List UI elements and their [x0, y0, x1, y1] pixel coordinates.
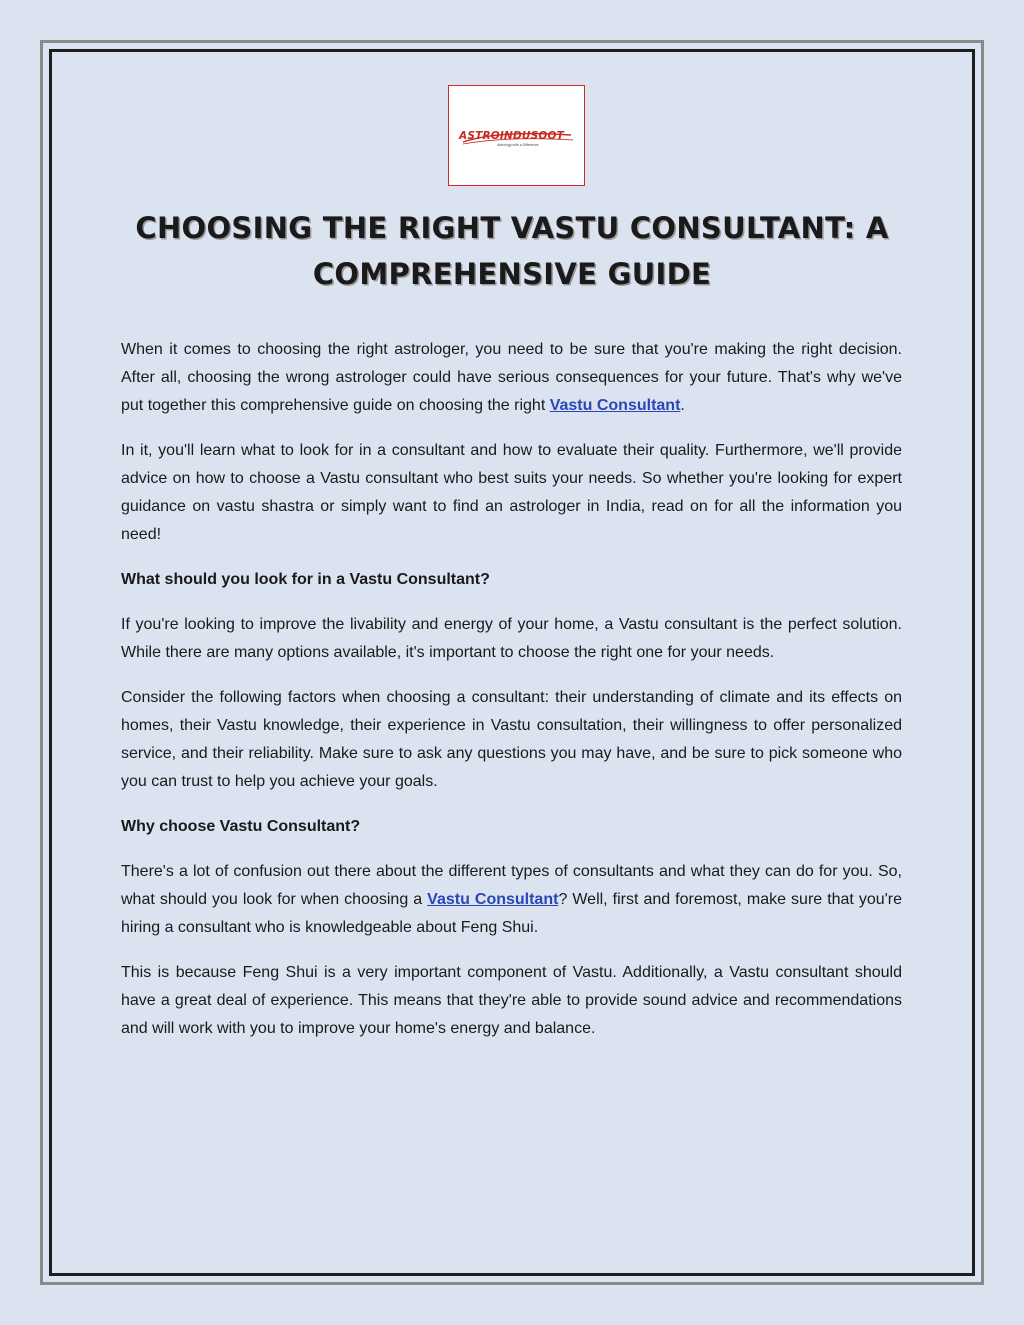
section-heading-what-to-look-for: What should you look for in a Vastu Consultant?	[121, 571, 490, 588]
paragraph-intro-text: When it comes to choosing the right astrologer, you need to be sure that you're making the right decision. After all, choosing the wrong astrologer could have serious consequences for your future. That's why we've put together this comprehensive guide on choosing the right	[121, 341, 902, 414]
paragraph-factors: Consider the following factors when choosing a consultant: their understanding of climate and its effects on homes, their Vastu knowledge, their experience in Vastu consultation, their willingness to offer personalized service, and their reliability. Make sure to ask any questions you may have, and be sure to pick someone who you can trust to help you achieve your goals.	[121, 689, 902, 790]
paragraph-confusion-end: ? Well, first and foremost, make sure that you're hiring a consultant who is knowledgeable about Feng Shui.	[121, 891, 902, 936]
paragraph-improve-home: If you're looking to improve the livability and energy of your home, a Vastu consultant is the perfect solution. While there are many options available, it's important to choose the right one for your needs.	[121, 616, 902, 661]
vastu-consultant-link-2[interactable]: Vastu Consultant	[427, 891, 559, 908]
paragraph-confusion-text: There's a lot of confusion out there about the different types of consultants and what they can do for you. So, what should you look for when choosing a	[121, 863, 902, 908]
brand-logo	[448, 85, 585, 186]
paragraph-intro	[121, 336, 902, 420]
logo-wordmark: ASTROINDUSOOT	[459, 130, 564, 142]
vastu-consultant-link[interactable]: Vastu Consultant	[549, 397, 681, 414]
paragraph-confusion	[121, 858, 902, 942]
article-body	[121, 336, 902, 1060]
logo-tagline: Astrology with a Difference	[497, 143, 539, 147]
page-title: CHOOSING THE RIGHT VASTU CONSULTANT: A COMPREHENSIVE GUIDE	[135, 211, 889, 291]
paragraph-intro-end: .	[680, 397, 685, 414]
section-heading-why-choose: Why choose Vastu Consultant?	[121, 818, 361, 835]
paragraph-feng-shui: This is because Feng Shui is a very important component of Vastu. Additionally, a Vastu consultant should have a great deal of experience. This means that they're able to provide sound advice and recommendations and will work with you to improve your home's energy and balance.	[121, 964, 902, 1037]
paragraph-overview: In it, you'll learn what to look for in a consultant and how to evaluate their quality. Furthermore, we'll provide advice on how to choose a Vastu consultant who best suits your needs. So whether you're looking for expert guidance on vastu shastra or simply want to find an astrologer in India, read on for all the information you need!	[121, 442, 902, 543]
